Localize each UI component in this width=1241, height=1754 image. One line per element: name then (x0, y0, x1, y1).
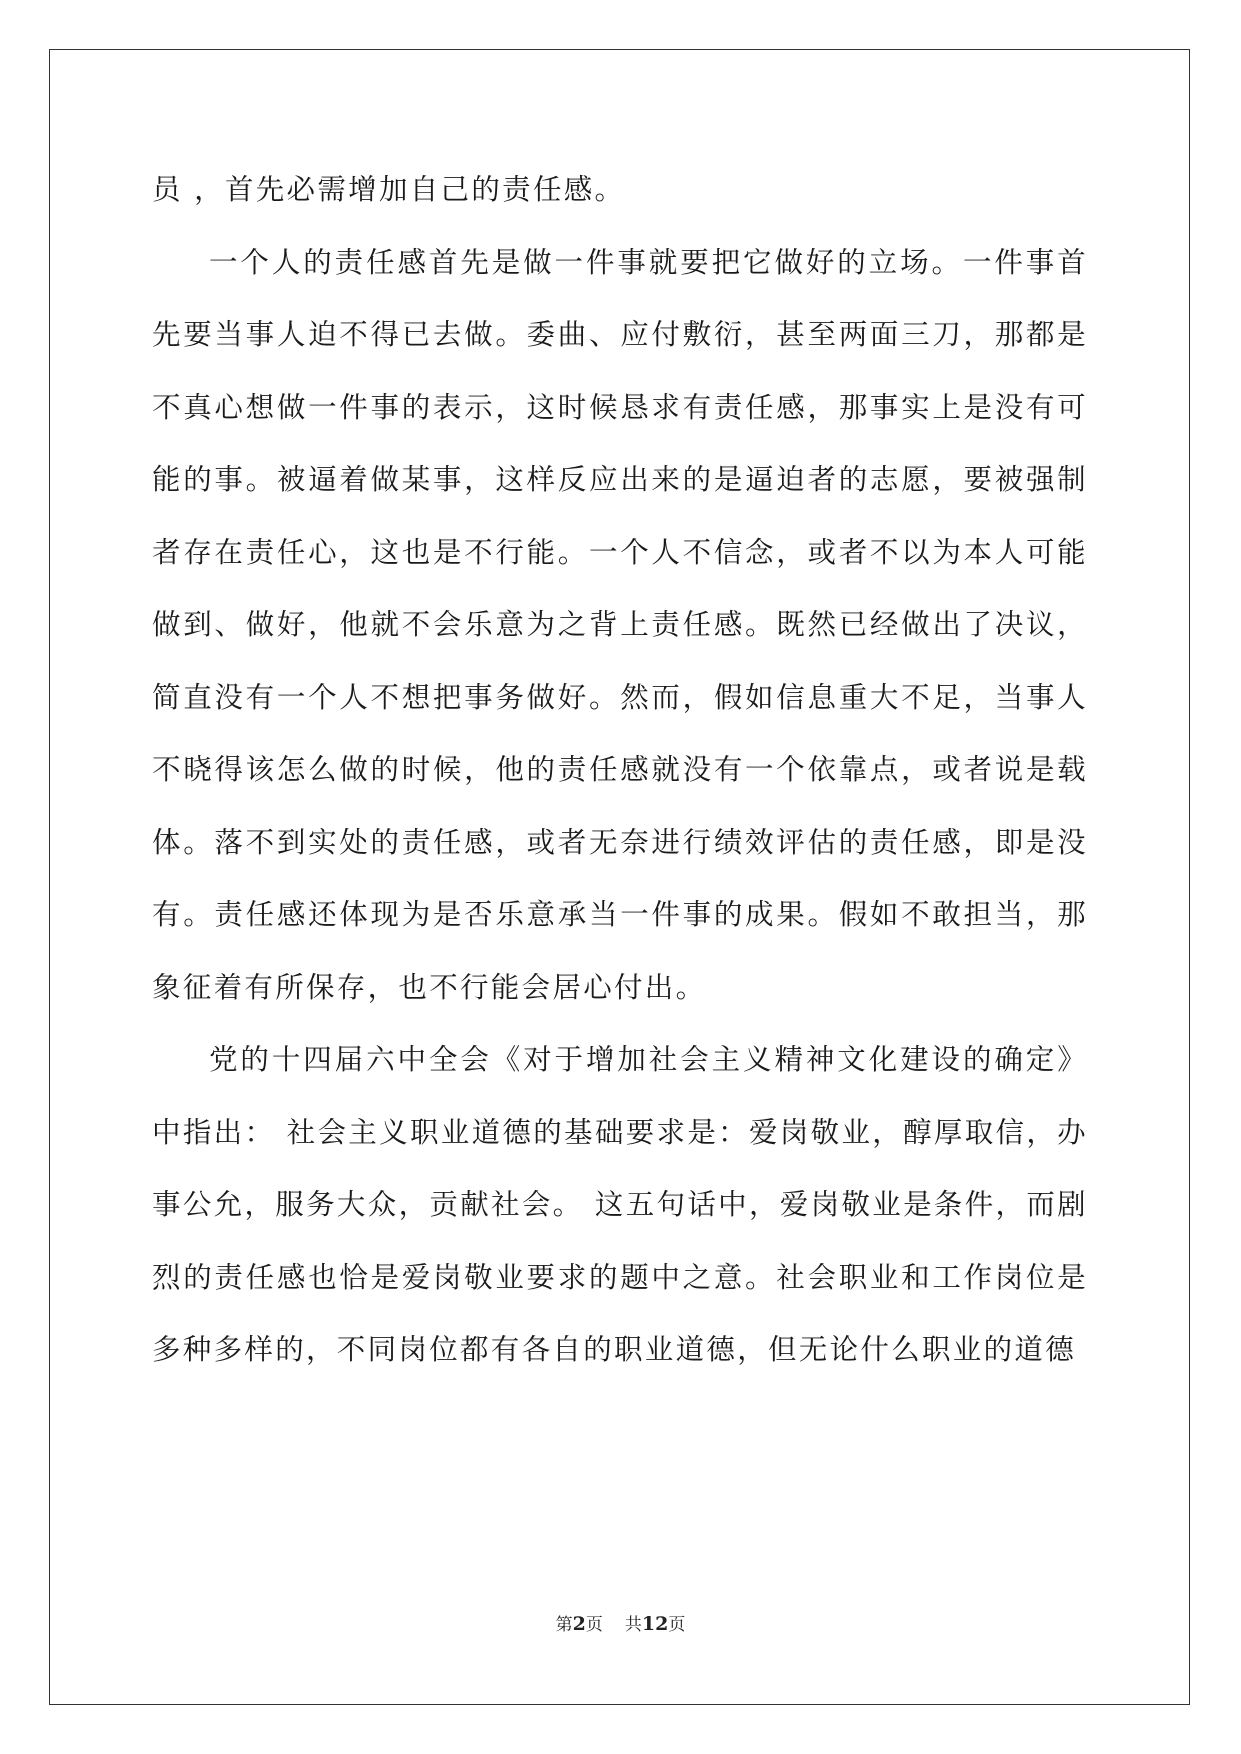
page-number: 2 (572, 1613, 586, 1635)
paragraph: 员 ，首先必需增加自己的责任感。 (152, 173, 626, 206)
page-unit: 页 (585, 1615, 603, 1635)
total-unit: 页 (668, 1615, 686, 1635)
paragraph: 一个人的责任感首先是做一件事就要把它做好的立场。一件事首先要当事人迫不得已去做。委曲、应付敷衍，甚至两面三刀，那都是不真心想做一件事的表示，这时候恳求有责任感，那事实上是没有可能的事。被逼着做某事，这样反应出来的是逼迫者的志愿，要被强制者存在责任心，这也是不行能。一个人不信念，或者不以为本人可能做到、做好，他就不会乐意为之背上责任感。既然已经做出了决议，简直没有一个人不想把事务做好。然而，假如信息重大不足，当事人不晓得该怎么做的时候，他的责任感就没有一个依靠点，或者说是载体。落不到实处的责任感，或者无奈进行绩效评估的责任感，即是没有。责任感还体现为是否乐意承当一件事的成果。假如不敢担当，那象征着有所保存，也不行能会居心付出。 (152, 245, 1088, 1004)
page-prefix: 第 (555, 1615, 573, 1635)
page-footer (0, 1610, 1241, 1635)
total-prefix: 共 (624, 1615, 642, 1635)
document-body (152, 154, 1088, 1387)
total-pages: 12 (641, 1613, 669, 1635)
paragraph: 党的十四届六中全会《对于增加社会主义精神文化建设的确定》中指出： 社会主义职业道德的基础要求是：爱岗敬业，醇厚取信，办事公允，服务大众，贡献社会。 这五句话中，爱岗敬业是条件，而剧烈的责任感也恰是爱岗敬业要求的题中之意。社会职业和工作岗位是多种多样的，不同岗位都有各自的职业道德，但无论什么职业的道德 (152, 1043, 1088, 1366)
